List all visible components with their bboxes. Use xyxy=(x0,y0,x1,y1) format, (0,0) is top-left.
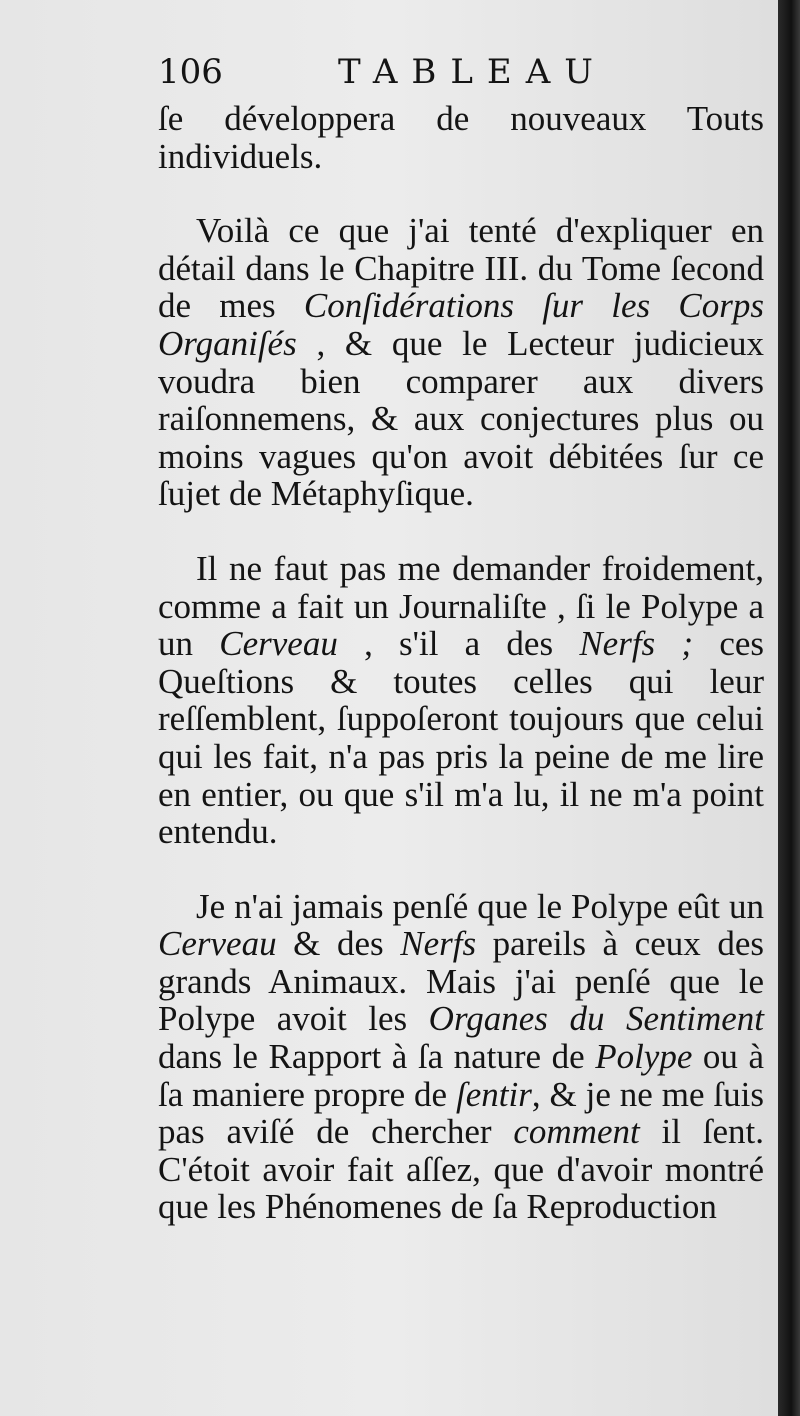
text-segment: dans le Rapport à ſa nature de xyxy=(158,1037,596,1077)
text-segment: Je n'ai jamais penſé que le Polype eût un xyxy=(196,886,764,926)
italic-title: Conſidérations ſur les Corps Organiſés xyxy=(158,286,764,363)
text-segment: pareils à ceux des grands Animaux. Mais j'ai penſé que le Polype avoit les xyxy=(158,924,764,1039)
book-binding-edge xyxy=(778,0,800,1416)
body-text xyxy=(158,100,764,1263)
italic-term: Organes du Sentiment xyxy=(428,999,764,1039)
text-segment: & des xyxy=(276,924,401,964)
paragraph-4 xyxy=(158,888,764,1226)
page-header xyxy=(158,52,758,92)
running-title: TABLEAU xyxy=(338,52,607,92)
paragraph-1 xyxy=(158,100,764,175)
italic-term: ſentir xyxy=(456,1074,532,1114)
italic-term: Polype xyxy=(595,1037,693,1077)
italic-term: Cerveau xyxy=(158,924,277,964)
text-segment: il ſent. C'étoit avoir fait aſſez, que d'avoir montré que les Phénomenes de ſa Reproduction xyxy=(158,1112,764,1227)
italic-term: Nerfs xyxy=(400,924,477,964)
italic-term: Nerfs ; xyxy=(579,624,694,664)
text-segment: , & je ne me ſuis pas aviſé de chercher xyxy=(158,1074,764,1152)
text-segment: Voilà ce que j'ai tenté d'expliquer en détail dans le Chapitre III. du Tome ſecond de mes xyxy=(158,211,764,326)
italic-term: Cerveau xyxy=(219,624,338,664)
page-number: 106 xyxy=(158,52,223,92)
paragraph-3 xyxy=(158,550,764,851)
text-segment: , s'il a des xyxy=(337,624,580,664)
text-segment: , & que le Lecteur judicieux voudra bien comparer aux divers raiſonnemens, & aux conjectures plus ou moins vagues qu'on avoit débitées ſur ce ſujet de Métaphyſique. xyxy=(158,323,764,514)
text-segment: ſe développera de nouveaux Touts individuels. xyxy=(158,99,764,176)
text-segment: Il ne faut pas me demander froidement, comme a fait un Journaliſte , ſi le Polype a un xyxy=(158,548,764,664)
italic-term: comment xyxy=(513,1112,640,1152)
text-segment: ces Queſtions & toutes celles qui leur reſſemblent, ſuppoſeront toujours que celui qui les fait, n'a pas pris la peine de me lire en entier, ou que s'il m'a lu, il ne m'a point entendu. xyxy=(158,624,765,852)
text-segment: ou à ſa maniere propre de xyxy=(158,1037,764,1114)
paragraph-2 xyxy=(158,212,764,513)
